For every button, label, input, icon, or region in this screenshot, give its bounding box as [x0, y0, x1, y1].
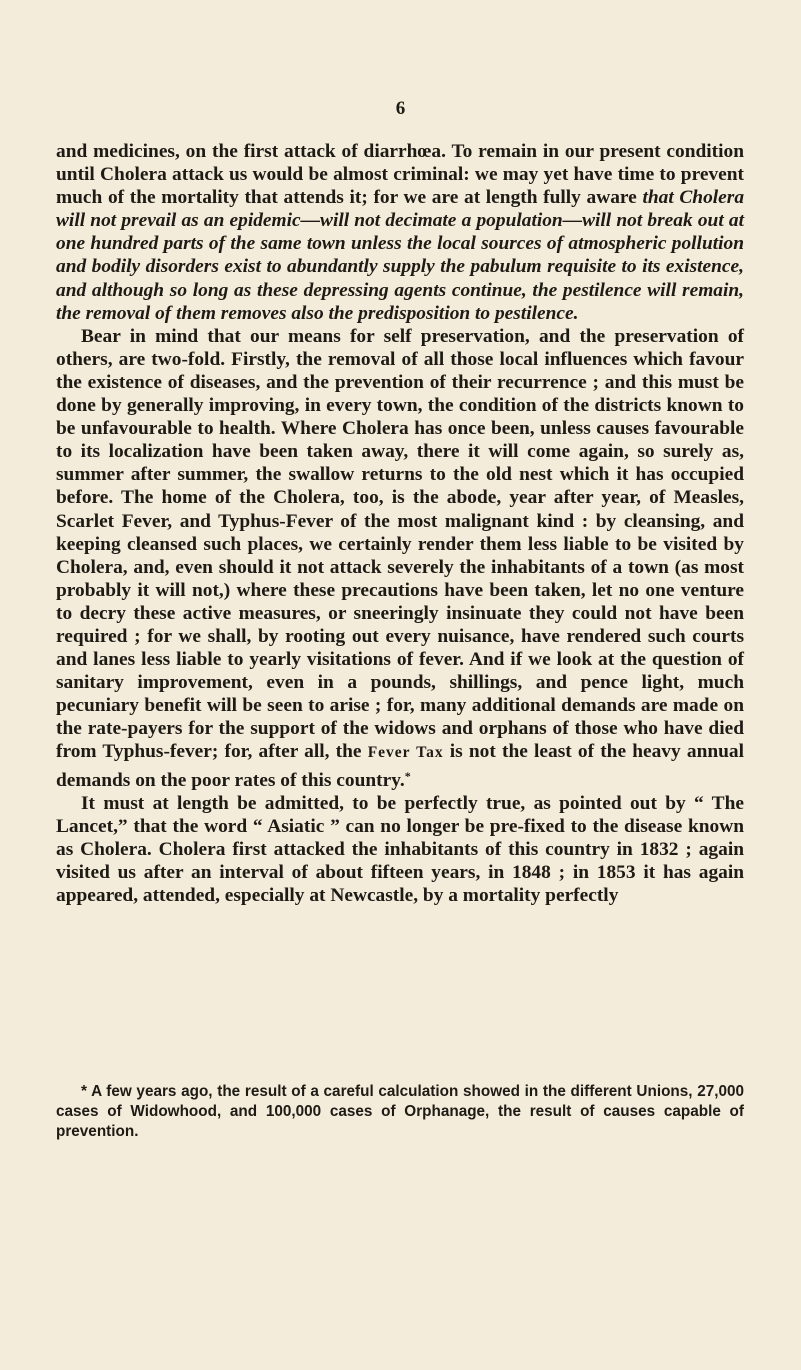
paragraph-2-text: Bear in mind that our means for self preservation, and the preservation of others, are two-fold. Firstly, the removal of all those local influences which favour the existence of diseases, and the prevention of their recurrence ; and this must be done by generally improving, in every town, the condition of the districts known to be unfavourable to health. Where Cholera has once been, unless causes favourable to its localization have been taken away, there it will come again, so surely as, summer after summer, the swallow returns to the old nest which it has occupied before. The home of the Cholera, too, is the abode, year after year, of Measles, Scarlet Fever, and Typhus-Fever of the most malignant kind : by cleansing, and keeping cleansed such places, we certainly render them less liable to be visited by Cholera, and, even should it not attack severely the inhabitants of a town (as most probably it will not,) where these precautions have been taken, let no one venture to decry these active measures, or sneeringly insinuate they could not have been required ; for we shall, by rooting out every nuisance, have rendered such courts and lanes less liable to yearly visitations of fever. And if we look at the question of sanitary improvement, even in a pounds, shillings, and pence light, much pecuniary benefit will be seen to arise ; for, many additional demands are made on the rate-payers for the support of the widows and orphans of those who have died from Typhus-fever; for, after all, the: [56, 325, 744, 763]
body-text: [56, 140, 744, 907]
paragraph-3-text: It must at length be admitted, to be perfectly true, as pointed out by “ The Lancet,” that the word “ Asiatic ” can no longer be pre-fixed to the disease known as Cholera. Cholera first attacked the inhabitants of this country in 1832 ; again visited us after an interval of about fifteen years, in 1848 ; in 1853 it has again appeared, attended, especially at Newcastle, by a mortality perfectly: [56, 792, 744, 906]
paragraph-2: [56, 325, 744, 792]
footnote: * A few years ago, the result of a careful calculation showed in the different Unions, 27,000 cases of Widowhood, and 100,000 cases of Orphanage, the result of causes capable of prevention.: [56, 1083, 744, 1140]
paragraph-1-text: and medicines, on the first attack of diarrhœa. To remain in our present condition until Cholera attack us would be almost criminal: we may yet have time to prevent much of the mortality that attends it; for we are at length fully aware: [56, 141, 744, 209]
paragraph-3: [56, 792, 744, 907]
paragraph-2-text-end: is not the least of the heavy annual demands on the poor rates of this country.: [56, 741, 745, 791]
footnote-reference: *: [404, 768, 411, 783]
fever-tax-small-caps: Fever Tax: [367, 744, 444, 762]
paragraph-1: [56, 140, 744, 325]
paragraph-1-italic-text: that Cholera will not prevail as an epidemic—will not decimate a population—will not break out at one hundred parts of the same town unless the local sources of atmospheric pollution and bodily disorders exist to abundantly supply the pabulum requisite to its existence, and although so long as these depressing agents continue, the pestilence will remain, the removal of them removes also the predisposition to pestilence.: [56, 187, 745, 324]
page-number: 6: [395, 98, 406, 119]
